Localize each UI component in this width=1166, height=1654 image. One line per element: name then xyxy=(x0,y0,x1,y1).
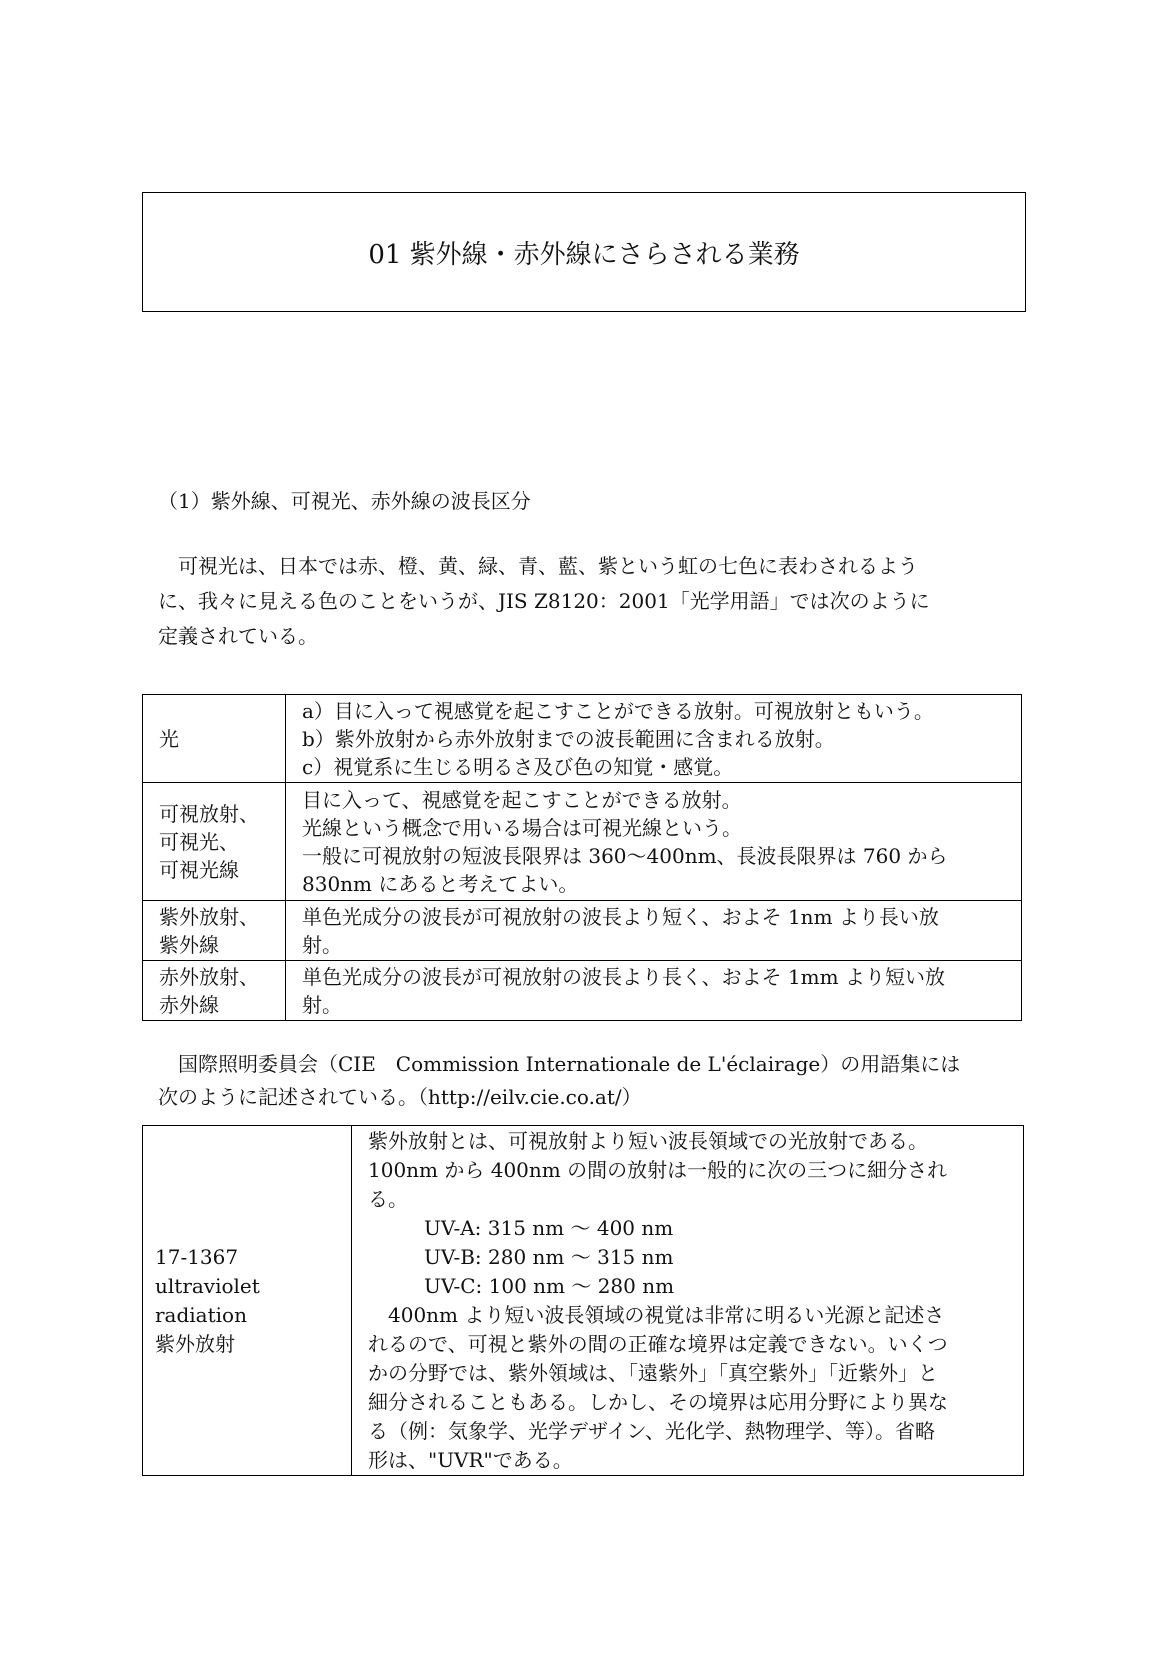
definition-line: 100nm から 400nm の間の放射は一般的に次の三つに細分され xyxy=(368,1157,948,1182)
table-row xyxy=(143,695,1022,783)
definition-cell xyxy=(286,695,1022,783)
intro-paragraph xyxy=(158,549,1020,654)
definition-line: 射。 xyxy=(302,992,342,1017)
term-text: radiation xyxy=(155,1302,247,1327)
definition-cell xyxy=(286,961,1022,1021)
definition-line: 射。 xyxy=(302,932,342,957)
table-row xyxy=(143,961,1022,1021)
term-text: 可視放射、 xyxy=(159,801,259,826)
cie-definition-table xyxy=(142,1125,1024,1476)
definition-cell xyxy=(352,1126,1024,1476)
definition-line: 単色光成分の波長が可視放射の波長より長く、およそ 1mm より短い放 xyxy=(302,964,945,989)
term-cell xyxy=(143,901,286,961)
definition-line: 細分されることもある。しかし、その境界は応用分野により異な xyxy=(368,1389,948,1414)
definition-cell xyxy=(286,783,1022,901)
definition-line: 400nm より短い波長領域の視覚は非常に明るい光源と記述さ xyxy=(368,1302,945,1327)
definition-line: 一般に可視放射の短波長限界は 360～400nm、長波長限界は 760 から xyxy=(302,843,948,868)
uv-band-line: UV-C: 100 nm ～ 280 nm xyxy=(424,1273,675,1298)
definition-line: 形は、"UVR"である。 xyxy=(368,1447,573,1472)
definition-line: c）視覚系に生じる明るさ及び色の知覚・感覚。 xyxy=(302,754,734,779)
definition-line: 単色光成分の波長が可視放射の波長より短く、およそ 1nm より長い放 xyxy=(302,904,939,929)
definition-cell xyxy=(286,901,1022,961)
term-text: 赤外放射、 xyxy=(159,964,259,989)
jis-definition-table xyxy=(142,694,1022,1021)
term-cell xyxy=(143,695,286,783)
term-text: 光 xyxy=(159,726,179,751)
paragraph-line: 定義されている。 xyxy=(158,624,318,648)
term-text: 赤外線 xyxy=(159,992,219,1017)
definition-line: 目に入って、視感覚を起こすことができる放射。 xyxy=(302,787,742,812)
definition-line: b）紫外放射から赤外放射までの波長範囲に含まれる放射。 xyxy=(302,726,835,751)
document-title-box xyxy=(142,192,1026,312)
definition-line: 光線という概念で用いる場合は可視光線という。 xyxy=(302,815,742,840)
term-cell xyxy=(143,1126,352,1476)
table-row xyxy=(143,783,1022,901)
table-row xyxy=(143,901,1022,961)
paragraph-line: 国際照明委員会（CIE Commission Internationale de L'éclairage）の用語集には xyxy=(178,1052,961,1076)
document-title: 01 紫外線・赤外線にさらされる業務 xyxy=(368,239,800,270)
definition-line: a）目に入って視感覚を起こすことができる放射。可視放射ともいう。 xyxy=(302,698,934,723)
uv-band-line: UV-A: 315 nm ～ 400 nm xyxy=(424,1215,674,1240)
paragraph-line: に、我々に見える色のことをいうが、JIS Z8120：2001「光学用語」では次のように xyxy=(158,589,930,613)
table-row xyxy=(143,1126,1024,1476)
definition-line: 830nm にあると考えてよい。 xyxy=(302,871,579,896)
term-text: 可視光、 xyxy=(159,829,239,854)
definition-line: れるので、可視と紫外の間の正確な境界は定義できない。いくつ xyxy=(368,1331,948,1356)
term-cell xyxy=(143,783,286,901)
definition-line: る（例：気象学、光学デザイン、光化学、熱物理学、等）。省略 xyxy=(368,1418,935,1443)
term-text: 可視光線 xyxy=(159,857,239,882)
uv-band-line: UV-B: 280 nm ～ 315 nm xyxy=(424,1244,674,1269)
definition-line: かの分野では、紫外領域は、「遠紫外」「真空紫外」「近紫外」と xyxy=(368,1360,938,1385)
section-heading: （1）紫外線、可視光、赤外線の波長区分 xyxy=(158,489,531,513)
paragraph-line: 可視光は、日本では赤、橙、黄、緑、青、藍、紫という虹の七色に表わされるよう xyxy=(178,554,918,578)
paragraph-line: 次のように記述されている。（http://eilv.cie.co.at/） xyxy=(158,1085,642,1109)
term-text: 紫外線 xyxy=(159,932,219,957)
definition-line: る。 xyxy=(368,1186,408,1211)
term-text: ultraviolet xyxy=(155,1273,260,1298)
term-cell xyxy=(143,961,286,1021)
term-text: 17-1367 xyxy=(155,1244,239,1269)
term-text: 紫外放射、 xyxy=(159,904,259,929)
cie-paragraph xyxy=(158,1048,1020,1114)
definition-line: 紫外放射とは、可視放射より短い波長領域での光放射である。 xyxy=(368,1128,928,1153)
term-text: 紫外放射 xyxy=(155,1331,235,1356)
